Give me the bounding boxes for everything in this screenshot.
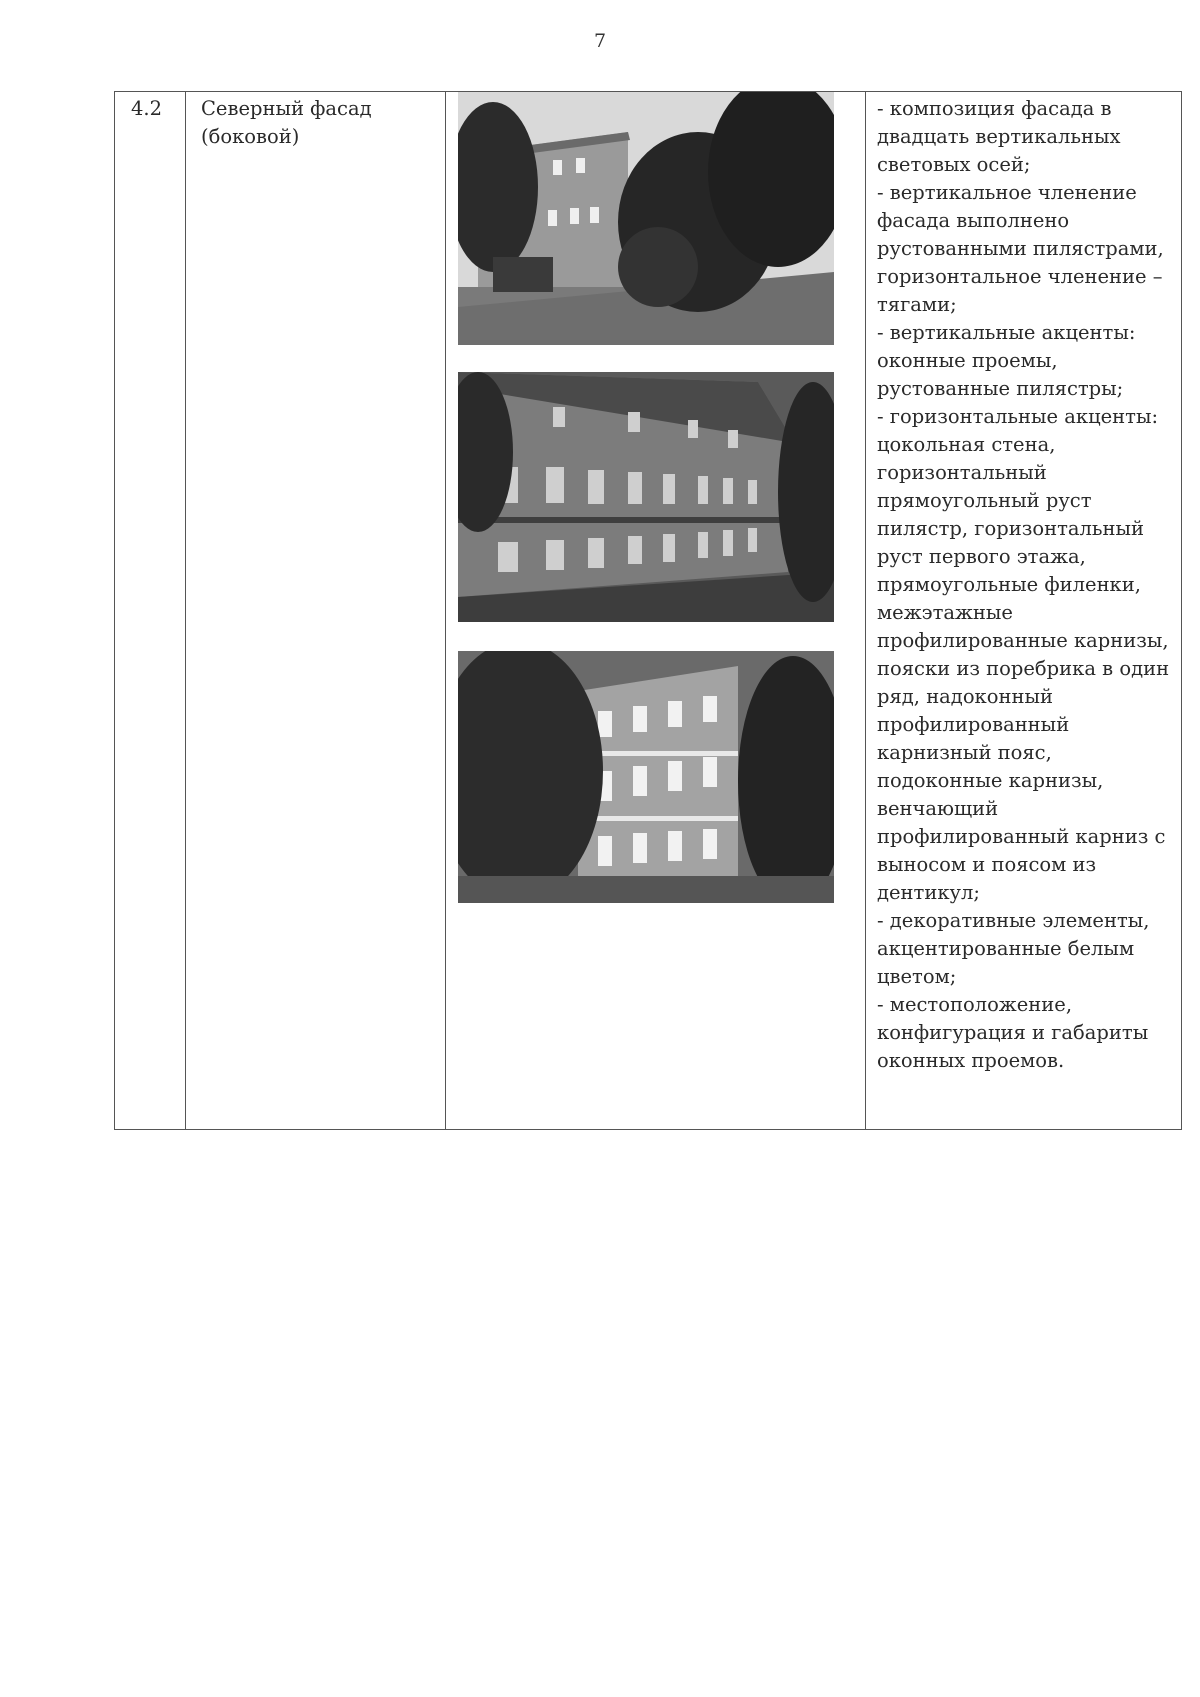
page-number: 7 [593, 30, 607, 52]
description-line: - декоративные элементы, [877, 909, 1150, 932]
description-line: фасада выполнено [877, 209, 1070, 232]
description-line: прямоугольные филенки, [877, 573, 1141, 596]
description-line: - вертикальное членение [877, 181, 1137, 204]
description-line: венчающий [877, 797, 999, 820]
description-line: двадцать вертикальных [877, 125, 1121, 148]
row-number: 4.2 [131, 97, 163, 120]
protected-features-description [877, 95, 1177, 1075]
facade-photo-3 [458, 651, 834, 903]
description-line: подоконные карнизы, [877, 769, 1104, 792]
facade-name: Северный фасад (боковой) [201, 97, 372, 148]
description-line: акцентированные белым [877, 937, 1135, 960]
heritage-table [114, 91, 1182, 1130]
column-divider [185, 92, 186, 1129]
description-line: оконных проемов. [877, 1049, 1065, 1072]
description-line: выносом и поясом из [877, 853, 1097, 876]
description-line: рустованными пилястрами, [877, 237, 1164, 260]
description-line: рустованные пилястры; [877, 377, 1124, 400]
description-line: - местоположение, [877, 993, 1073, 1016]
description-line: горизонтальный [877, 461, 1047, 484]
description-line: конфигурация и габариты [877, 1021, 1149, 1044]
column-divider [865, 92, 866, 1129]
description-line: ряд, надоконный [877, 685, 1053, 708]
description-line: профилированный карниз с [877, 825, 1166, 848]
description-line: профилированные карнизы, [877, 629, 1169, 652]
description-line: межэтажные [877, 601, 1013, 624]
description-line: прямоугольный руст [877, 489, 1092, 512]
facade-photo-1 [458, 92, 834, 345]
description-line: карнизный пояс, [877, 741, 1052, 764]
description-line: тягами; [877, 293, 957, 316]
description-line: оконные проемы, [877, 349, 1058, 372]
column-divider [445, 92, 446, 1129]
description-line: - вертикальные акценты: [877, 321, 1136, 344]
description-line: руст первого этажа, [877, 545, 1086, 568]
description-line: пояски из поребрика в один [877, 657, 1170, 680]
description-line: горизонтальное членение – [877, 265, 1163, 288]
description-line: дентикул; [877, 881, 980, 904]
description-line: цокольная стена, [877, 433, 1056, 456]
description-line: световых осей; [877, 153, 1031, 176]
description-line: - горизонтальные акценты: [877, 405, 1159, 428]
description-line: профилированный [877, 713, 1070, 736]
description-line: цветом; [877, 965, 957, 988]
facade-photo-2 [458, 372, 834, 622]
description-line: пилястр, горизонтальный [877, 517, 1145, 540]
description-line: - композиция фасада в [877, 97, 1112, 120]
